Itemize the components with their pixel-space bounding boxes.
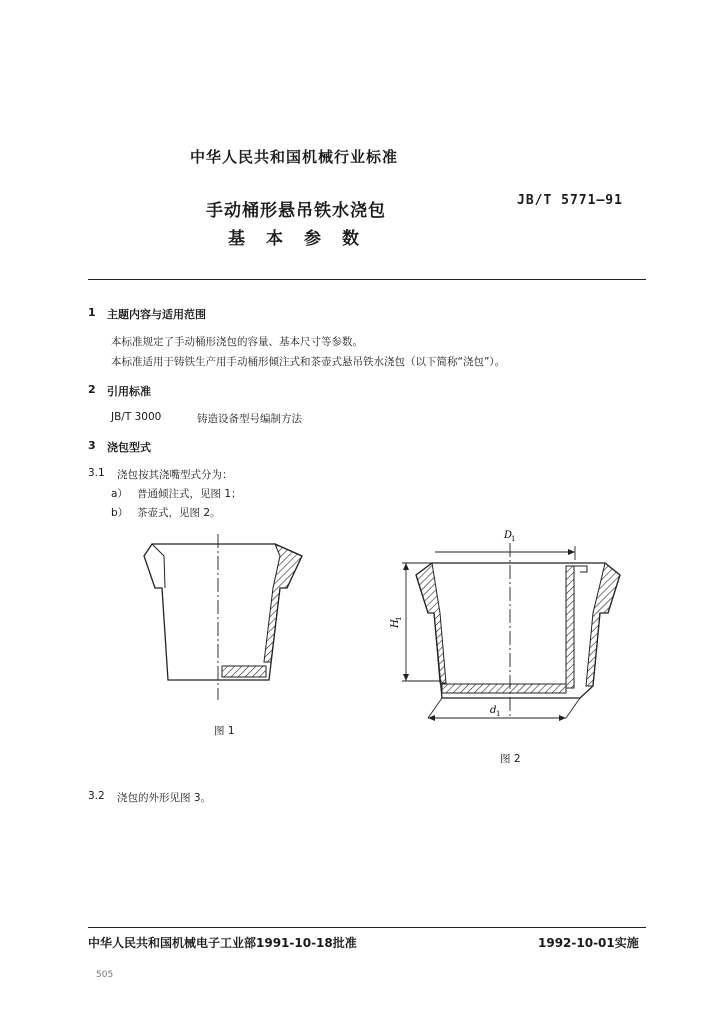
section-3-2-text: 浇包的外形见图 3。 bbox=[117, 792, 212, 804]
standard-subtitle: 基本参数 bbox=[228, 229, 380, 249]
section-3-number: 3 bbox=[88, 439, 96, 452]
figure-2-ladle-drawing bbox=[380, 518, 640, 733]
section-1-paragraph-1: 本标准规定了手动桶形浇包的容量、基本尺寸等参数。 bbox=[111, 336, 363, 348]
reference-title: 铸造设备型号编制方法 bbox=[197, 413, 302, 425]
dimension-D1-subscript: 1 bbox=[511, 535, 516, 543]
implementation-date: 1992-10-01实施 bbox=[538, 936, 639, 950]
section-1-title: 主题内容与适用范围 bbox=[107, 308, 206, 321]
section-1-number: 1 bbox=[88, 306, 96, 319]
dimension-H1-subscript: 1 bbox=[395, 616, 403, 621]
figure-1-ladle-drawing bbox=[130, 530, 310, 705]
section-2-number: 2 bbox=[88, 383, 96, 396]
section-3-2-number: 3.2 bbox=[88, 790, 105, 802]
dimension-d1-label: d bbox=[490, 705, 497, 716]
list-item-b-marker: b） bbox=[111, 507, 129, 519]
dimension-d1-subscript: 1 bbox=[496, 710, 501, 718]
figure-1-caption: 图 1 bbox=[214, 725, 235, 737]
issue-statement: 中华人民共和国机械电子工业部1991-10-18批准 bbox=[88, 936, 357, 950]
page-number: 505 bbox=[96, 970, 114, 980]
dimension-H1-label: H bbox=[390, 619, 401, 628]
section-3-1-text: 浇包按其浇嘴型式分为： bbox=[117, 469, 233, 481]
ministry-title: 中华人民共和国机械行业标准 bbox=[190, 148, 399, 166]
section-2-title: 引用标准 bbox=[107, 385, 151, 398]
section-3-1-number: 3.1 bbox=[88, 467, 105, 479]
section-3-title: 浇包型式 bbox=[107, 441, 151, 454]
figure-2-caption: 图 2 bbox=[500, 753, 521, 765]
list-item-a-text: 普通倾注式，见图 1； bbox=[137, 488, 242, 500]
dimension-D1-label: D bbox=[504, 530, 513, 541]
reference-code: JB/T 3000 bbox=[111, 411, 162, 423]
footer-divider bbox=[88, 927, 646, 928]
section-1-paragraph-2: 本标准适用于铸铁生产用手动桶形倾注式和茶壶式悬吊铁水浇包（以下简称“浇包”）。 bbox=[111, 356, 506, 368]
list-item-a-marker: a） bbox=[111, 488, 128, 500]
header-divider bbox=[88, 279, 646, 280]
standard-code: JB/T 5771—91 bbox=[517, 193, 623, 208]
list-item-b-text: 茶壶式，见图 2。 bbox=[137, 507, 221, 519]
standard-title: 手动桶形悬吊铁水浇包 bbox=[206, 201, 386, 221]
